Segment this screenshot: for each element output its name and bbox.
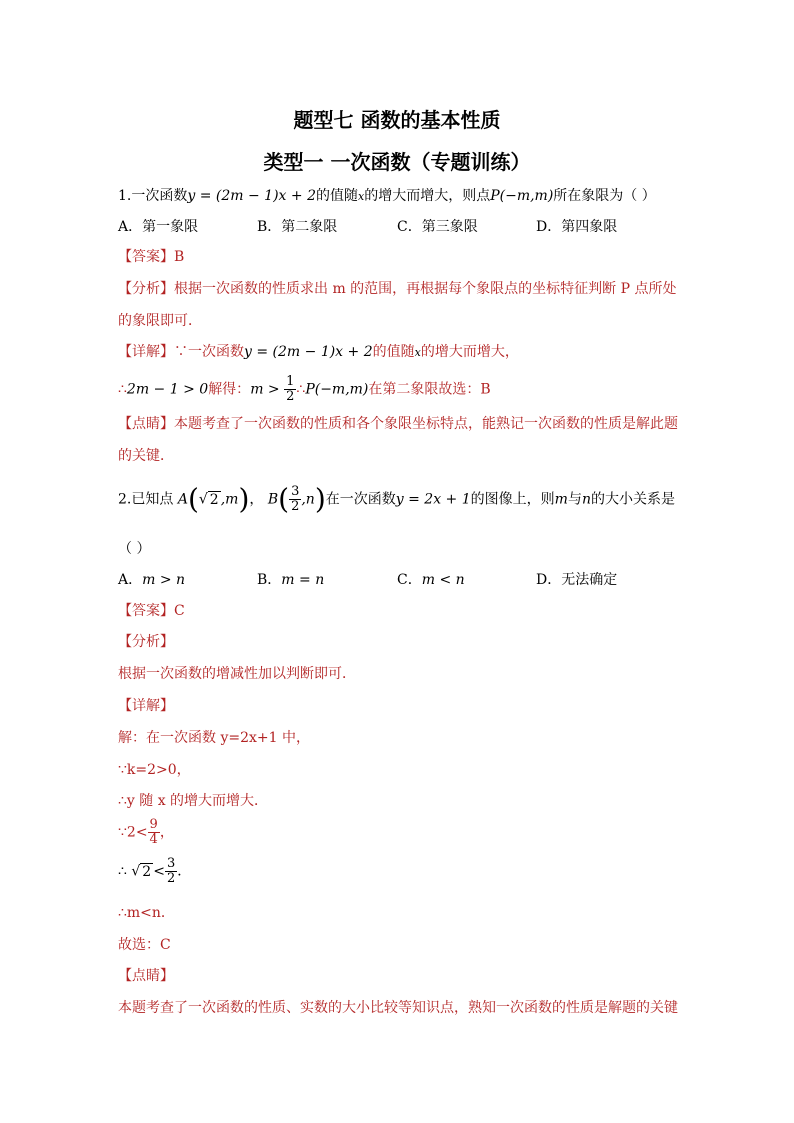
page-title: 题型七 函数的基本性质 — [293, 108, 501, 132]
q1-option-c: C．第三象限 — [397, 219, 478, 235]
q2-stem-mid: 在一次函数 — [325, 491, 396, 508]
q2-stem-prefix: 2.已知点 — [118, 491, 174, 508]
q2-ineq1-prefix: ∵2< — [118, 824, 148, 841]
q2-var-n: n — [581, 491, 591, 508]
q1-step-fraction — [284, 375, 296, 404]
q2-detail-line3: ∴y 随 x 的增大而增大． — [118, 793, 269, 809]
q2-ineq1-den: 4 — [149, 832, 158, 847]
q1-answer: 【答案】B — [118, 249, 185, 265]
q1-step-den: 2 — [286, 389, 295, 404]
q1-detail-prefix: 【详解】∵一次函数 — [118, 344, 244, 360]
q1-formula: y = (2m − 1)x + 2 — [187, 188, 316, 204]
q2-ineq2 — [118, 857, 191, 886]
q2-point-b-fraction — [289, 485, 301, 514]
q2-detail-line1: 解：在一次函数 y=2x+1 中， — [118, 730, 310, 746]
q2-ineq2-fraction — [165, 857, 177, 886]
q2-point-b-label: B — [267, 491, 279, 508]
q2-option-d-expr: 无法确定 — [561, 572, 618, 588]
q2-and: 与 — [567, 491, 582, 508]
q2-ineq2-den: 2 — [166, 871, 176, 886]
q2-option-b-expr: m = n — [281, 572, 325, 588]
q2-ineq2-lt: < — [153, 863, 165, 880]
q2-analysis-head: 【分析】 — [118, 634, 174, 650]
q1-step-suffix: 在第二象限故选：B — [368, 381, 491, 398]
q2-point-b-num: 3 — [291, 484, 300, 499]
q2-analysis-body: 根据一次函数的增减性加以判断即可． — [118, 666, 356, 682]
q2-ineq1-num: 9 — [149, 817, 158, 832]
q1-step-therefore: ∴ — [296, 381, 306, 398]
q1-step-m: m > — [250, 381, 280, 398]
q2-var-m: m — [554, 491, 568, 508]
q2-choose: 故选：C — [118, 937, 171, 953]
q2-point-b-close: ) — [314, 482, 326, 516]
q1-detail-mid: 的值随 — [372, 344, 415, 360]
q1-detail-formula: y = (2m − 1)x + 2 — [244, 344, 373, 360]
q2-option-c-expr: m < n — [421, 572, 465, 588]
q2-note-body: 本题考查了一次函数的性质、实数的大小比较等知识点，熟知一次函数的性质是解题的关键 — [118, 1000, 678, 1016]
q2-answer: 【答案】C — [118, 603, 185, 619]
q2-point-b-den: 2 — [291, 499, 300, 514]
q2-option-a — [118, 570, 185, 590]
q2-paren: （ ） — [118, 541, 151, 557]
page-subtitle: 类型一 一次函数（专题训练） — [263, 150, 531, 174]
q2-stem-mid2: 的图像上，则 — [470, 491, 555, 508]
q2-detail-head: 【详解】 — [118, 698, 174, 714]
q1-step-ineq: 2m − 1 > 0 — [126, 381, 209, 398]
q2-point-a-sqrt: 2 — [209, 491, 219, 508]
q1-option-d: D．第四象限 — [536, 219, 618, 235]
q1-var-x: x — [357, 190, 365, 203]
q2-ineq2-sqrt: 2 — [142, 863, 152, 880]
q2-conclusion: ∴m<n． — [118, 905, 175, 921]
q1-step — [118, 375, 491, 404]
q2-option-a-expr: m > n — [142, 572, 186, 588]
q1-note-line2: 的关键． — [118, 448, 174, 464]
q1-stem-mid2: 的增大而增大，则点 — [364, 188, 491, 204]
q2-option-d — [536, 570, 617, 590]
q2-ineq2-sqrt-sign: √ — [131, 863, 141, 880]
q1-stem-suffix: 所在象限为（ ） — [553, 188, 656, 204]
q1-step-point: P(−m,m) — [305, 381, 369, 398]
q1-stem-mid: 的值随 — [315, 188, 358, 204]
q1-detail — [118, 342, 519, 363]
q2-ineq2-suffix: ． — [177, 863, 192, 880]
q1-detail-suffix: 的增大而增大， — [420, 344, 519, 360]
q2-detail-line2: ∵k=2>0， — [118, 762, 191, 778]
q2-ineq1 — [118, 818, 174, 847]
q2-stem — [118, 482, 675, 525]
q2-point-a-close: ) — [238, 482, 250, 516]
q2-ineq2-prefix: ∴ — [118, 863, 132, 880]
q1-point: P(−m,m) — [490, 188, 554, 204]
q2-sep: ， — [249, 491, 264, 508]
q1-step-solve: 解得： — [208, 381, 251, 398]
q2-point-a-sqrt-sign: √ — [198, 491, 208, 508]
q2-stem-suffix: 的大小关系是 — [590, 491, 675, 508]
q2-option-c-letter: C． — [397, 572, 422, 588]
q1-stem-prefix: 1.一次函数 — [118, 188, 188, 204]
q1-step-num: 1 — [286, 374, 295, 389]
q2-ineq1-suffix: ， — [159, 824, 174, 841]
q2-formula: y = 2x + 1 — [395, 491, 471, 508]
q1-analysis-line2: 的象限即可． — [118, 313, 202, 329]
q1-option-a: A．第一象限 — [118, 219, 199, 235]
q2-point-b-open: ( — [278, 482, 290, 516]
q2-option-c — [397, 570, 465, 590]
q2-option-b — [257, 570, 324, 590]
q1-analysis-line1: 【分析】根据一次函数的性质求出 m 的范围，再根据每个象限点的坐标特征判断 P 点所处 — [118, 281, 677, 297]
q1-detail-var: x — [414, 346, 421, 359]
q2-option-a-letter: A． — [118, 572, 143, 588]
q1-step-prefix: ∴ — [118, 381, 127, 398]
q2-option-b-letter: B． — [257, 572, 282, 588]
q1-option-b: B．第二象限 — [257, 219, 338, 235]
q2-option-d-letter: D． — [536, 572, 562, 588]
q2-note-head: 【点睛】 — [118, 968, 174, 984]
q1-stem — [118, 186, 656, 207]
q2-point-a-m: ,m — [220, 491, 239, 508]
q1-note-line1: 【点睛】本题考查了一次函数的性质和各个象限坐标特点，能熟记一次函数的性质是解此题 — [118, 416, 678, 432]
q2-ineq1-fraction — [148, 818, 160, 847]
q2-point-b-n: ,n — [301, 491, 315, 508]
q2-ineq2-num: 3 — [166, 856, 176, 871]
q2-point-a-label: A — [177, 491, 188, 508]
q2-point-a-open: ( — [187, 482, 199, 516]
